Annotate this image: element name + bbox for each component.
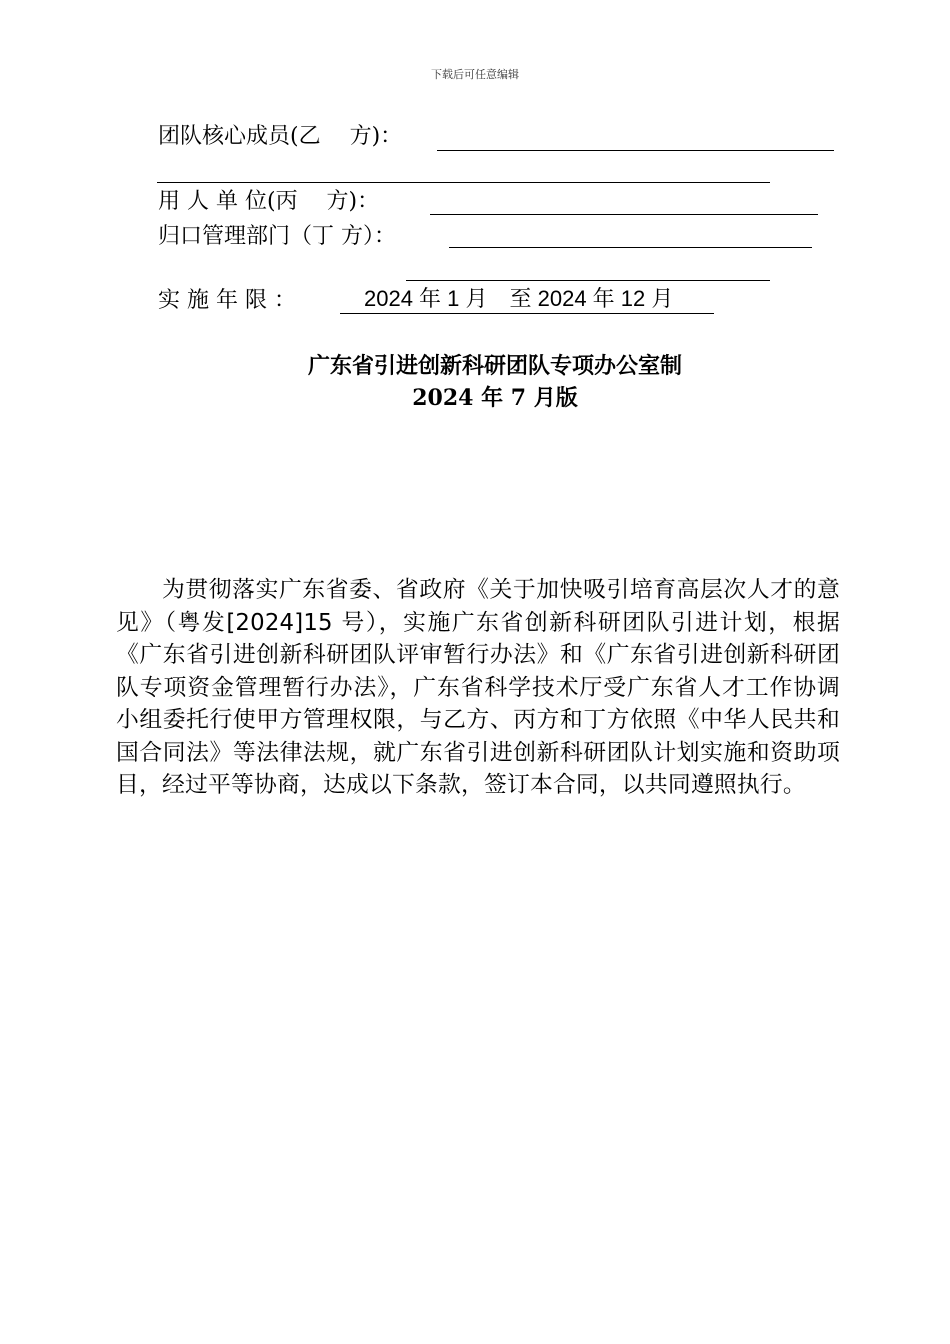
header-note: 下载后可任意编辑 [431,68,519,81]
period-label: 实 施 年 限 ： [158,288,296,313]
issuer-line-1: 广东省引进创新科研团队专项办公室制 [307,353,682,379]
employer-label: 用 人 单 位(丙 方)： [158,189,380,214]
dept-label: 归口管理部门（丁 方）： [158,224,396,249]
dept-underline-continued [406,280,770,281]
dept-underline [449,247,812,248]
issuer-line-2: 2024 年 7 月版 [412,385,578,411]
member-underline-continued [157,182,770,183]
intro-paragraph: 为贯彻落实广东省委、省政府《关于加快吸引培育高层次人才的意见》（粤发[2024]15 号），实施广东省创新科研团队引进计划，根据《广东省引进创新科研团队评审暂行办法》和《广东省引进创新科研团队专项资金管理暂行办法》，广东省科学技术厅受广东省人才工作协调小组委托行使甲方管理权限，与乙方、丙方和丁方依照《中华人民共和国合同法》等法律法规，就广东省引进创新科研团队计划实施和资助项目，经过平等协商，达成以下条款，签订本合同，以共同遵照执行。 [116,577,840,798]
member-label: 团队核心成员(乙 方)： [158,124,403,149]
period-value: 2024 年 1 月 至 2024 年 12 月 [364,286,674,311]
member-underline [437,150,834,151]
period-underline [340,313,714,314]
employer-underline [430,214,818,215]
